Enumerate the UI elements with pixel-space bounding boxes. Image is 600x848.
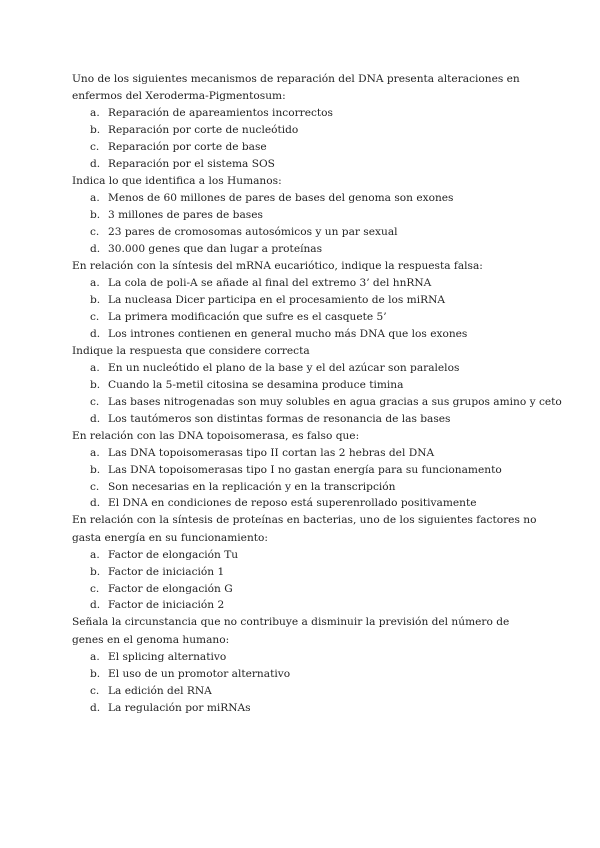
question-6 [72, 512, 542, 614]
option-text: Son necesarias en la replicación y en la transcripción [108, 480, 396, 493]
option-text: Reparación de apareamientos incorrectos [108, 107, 333, 120]
option-text: El splicing alternativo [108, 650, 227, 663]
option-list [72, 275, 542, 343]
option-list [72, 105, 542, 173]
question-text: Indique la respuesta que considere correcta [72, 344, 310, 357]
option-item [72, 564, 542, 581]
question-4 [72, 343, 562, 428]
question-2 [72, 173, 542, 258]
option-letter: b. [90, 209, 101, 222]
option-item [72, 547, 542, 564]
option-letter: c. [90, 141, 100, 154]
option-item [72, 207, 542, 224]
option-letter: d. [90, 497, 101, 510]
option-item [72, 666, 542, 683]
option-text: La cola de poli-A se añade al final del extremo 3’ del hnRNA [108, 277, 432, 290]
option-text: Cuando la 5-metil citosina se desamina produce timina [108, 378, 404, 391]
option-letter: d. [90, 327, 101, 340]
option-item [72, 462, 542, 479]
option-text: Las DNA topoisomerasas tipo II cortan las 2 hebras del DNA [108, 446, 435, 459]
option-item [72, 495, 542, 512]
option-text: Las DNA topoisomerasas tipo I no gastan energía para su funcionamento [108, 463, 502, 476]
option-text: La edición del RNA [108, 684, 212, 697]
option-letter: b. [90, 378, 101, 391]
option-letter: c. [90, 310, 100, 323]
option-text: Reparación por corte de base [108, 141, 267, 154]
option-letter: d. [90, 158, 101, 171]
option-letter: b. [90, 463, 101, 476]
option-letter: a. [90, 650, 100, 663]
question-list [72, 71, 562, 716]
option-letter: a. [90, 446, 100, 459]
option-text: Menos de 60 millones de pares de bases del genoma son exones [108, 192, 454, 205]
option-item [72, 326, 542, 343]
option-list [72, 190, 542, 258]
option-item [72, 139, 542, 156]
question-1 [72, 71, 542, 173]
option-item [72, 377, 542, 394]
option-letter: b. [90, 565, 101, 578]
option-letter: c. [90, 582, 100, 595]
option-text: Los tautómeros son distintas formas de resonancia de las bases [108, 412, 451, 425]
option-letter: d. [90, 412, 101, 425]
question-text: En relación con las DNA topoisomerasa, es falso que: [72, 429, 360, 442]
question-3 [72, 258, 542, 343]
option-text: Factor de iniciación 1 [108, 565, 225, 578]
option-item [72, 190, 542, 207]
option-list [72, 360, 562, 428]
option-item [72, 241, 542, 258]
option-letter: a. [90, 107, 100, 120]
option-letter: b. [90, 667, 101, 680]
option-item [72, 275, 542, 292]
option-item [72, 700, 542, 717]
question-text: En relación con la síntesis de proteínas en bacterias, uno de los siguientes factores no gasta energía en su funcionamiento: [72, 514, 537, 544]
option-letter: a. [90, 192, 100, 205]
option-letter: a. [90, 361, 100, 374]
option-letter: d. [90, 599, 101, 612]
option-text: 3 millones de pares de bases [108, 209, 263, 222]
option-item [72, 683, 542, 700]
option-text: 23 pares de cromosomas autosómicos y un par sexual [108, 226, 398, 239]
option-item [72, 360, 542, 377]
option-item [72, 581, 542, 598]
option-letter: c. [90, 480, 100, 493]
option-item [72, 597, 542, 614]
question-text: Indica lo que identifica a los Humanos: [72, 175, 282, 188]
option-text: Reparación por el sistema SOS [108, 158, 275, 171]
option-item [72, 122, 542, 139]
question-text: Uno de los siguientes mecanismos de reparación del DNA presenta alteraciones en enfermos del Xeroderma-Pigmentosum: [72, 73, 520, 103]
option-text: Factor de iniciación 2 [108, 599, 225, 612]
option-letter: a. [90, 548, 100, 561]
option-item [72, 105, 542, 122]
option-list [72, 649, 542, 717]
option-text: Las bases nitrogenadas son muy solubles en agua gracias a sus grupos amino y ceto [108, 395, 562, 408]
option-text: En un nucleótido el plano de la base y el del azúcar son paralelos [108, 361, 460, 374]
option-item [72, 292, 542, 309]
option-letter: a. [90, 277, 100, 290]
option-letter: c. [90, 395, 100, 408]
option-text: El DNA en condiciones de reposo está superenrollado positivamente [108, 497, 477, 510]
option-item [72, 309, 542, 326]
option-list [72, 547, 542, 615]
option-item [72, 224, 542, 241]
option-text: El uso de un promotor alternativo [108, 667, 291, 680]
question-text: Señala la circunstancia que no contribuye a disminuir la previsión del número de genes en el genoma humano: [72, 616, 510, 646]
option-letter: d. [90, 701, 101, 714]
option-text: 30.000 genes que dan lugar a proteínas [108, 242, 323, 255]
option-item [72, 445, 542, 462]
option-item [72, 156, 542, 173]
option-item [72, 394, 562, 411]
option-letter: c. [90, 684, 100, 697]
option-text: La nucleasa Dicer participa en el procesamiento de los miRNA [108, 293, 446, 306]
option-item [72, 649, 542, 666]
question-text: En relación con la síntesis del mRNA eucariótico, indique la respuesta falsa: [72, 259, 483, 272]
option-text: La regulación por miRNAs [108, 701, 251, 714]
option-letter: b. [90, 124, 101, 137]
option-text: Reparación por corte de nucleótido [108, 124, 299, 137]
option-text: Factor de elongación G [108, 582, 233, 595]
option-letter: b. [90, 293, 101, 306]
option-list [72, 445, 542, 513]
option-text: Factor de elongación Tu [108, 548, 239, 561]
option-item [72, 411, 542, 428]
question-5 [72, 428, 542, 513]
option-text: Los intrones contienen en general mucho más DNA que los exones [108, 327, 468, 340]
option-text: La primera modificación que sufre es el casquete 5’ [108, 310, 387, 323]
option-letter: d. [90, 242, 101, 255]
option-item [72, 479, 542, 496]
question-7 [72, 614, 542, 716]
option-letter: c. [90, 226, 100, 239]
